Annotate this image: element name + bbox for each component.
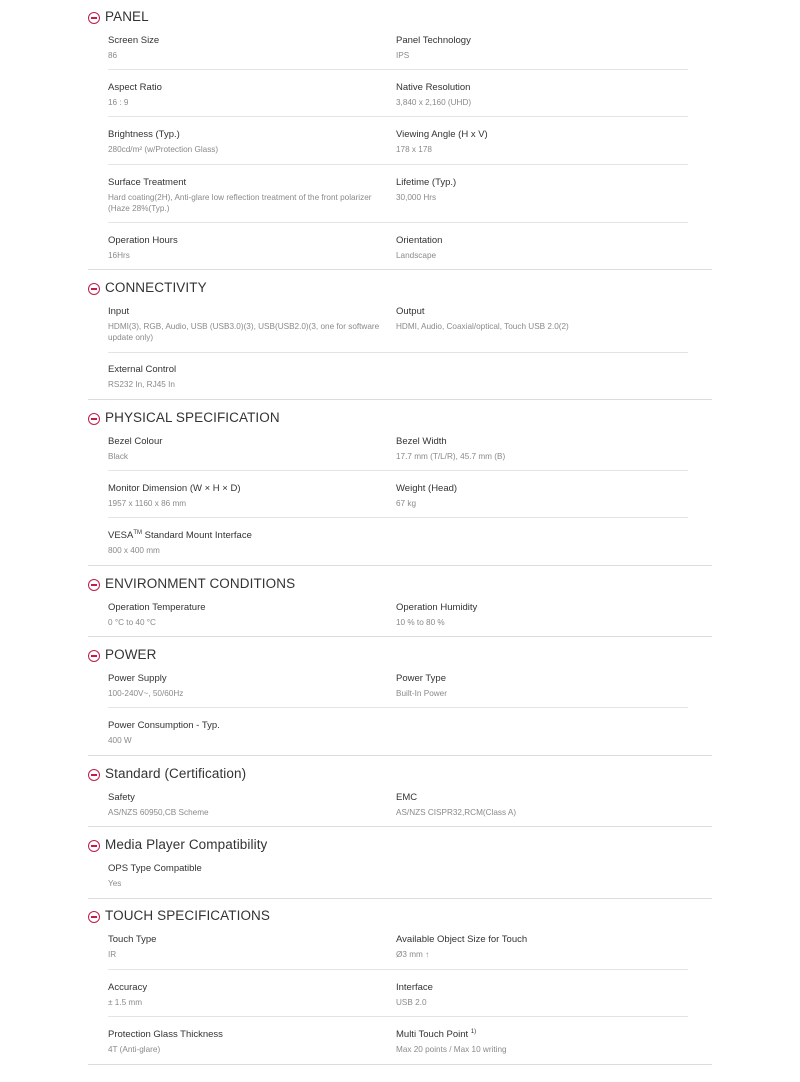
row-divider [108,517,688,518]
spec-label [108,529,383,542]
spec-label: Brightness (Typ.) [108,129,180,140]
section-title: Media Player Compatibility [105,837,268,852]
spec-value: 10 % to 80 % [396,618,445,627]
spec-value: 30,000 Hrs [396,193,437,202]
spec-item [396,933,671,960]
spec-label: External Control [108,364,177,375]
spec-value: IPS [396,51,410,60]
spec-label: Safety [108,792,135,803]
spec-label: Bezel Colour [108,436,163,447]
spec-item [108,34,383,61]
spec-label: Output [396,306,425,317]
spec-value: HDMI, Audio, Coaxial/optical, Touch USB 2.0(2) [396,322,569,331]
spec-value: ± 1.5 mm [108,998,143,1007]
spec-label: Power Supply [108,673,167,684]
section-header-power[interactable] [88,646,712,668]
spec-item [108,435,383,462]
row-divider [108,1016,688,1017]
section-divider [88,399,712,400]
section-title: POWER [105,647,157,662]
row-divider [108,470,688,471]
spec-value: Built-In Power [396,689,447,698]
spec-item [396,482,671,509]
spec-item [108,363,383,390]
spec-item [396,601,671,628]
spec-value: 86 [108,51,118,60]
section-title: CONNECTIVITY [105,280,207,295]
spec-label: Viewing Angle (H x V) [396,129,488,140]
spec-item [108,529,383,556]
spec-label: Protection Glass Thickness [108,1029,223,1040]
collapse-minus-icon[interactable] [88,12,100,24]
spec-item [108,128,383,155]
section-divider [88,565,712,566]
collapse-minus-icon[interactable] [88,911,100,923]
section-title: TOUCH SPECIFICATIONS [105,908,271,923]
section-divider [88,898,712,899]
spec-label: Orientation [396,235,443,246]
spec-label: EMC [396,792,418,803]
footnote-superscript: 1) [470,1028,477,1035]
row-divider [108,116,688,117]
spec-label: Lifetime (Typ.) [396,177,457,188]
spec-value: Black [108,452,129,461]
spec-value: Yes [108,879,122,888]
section-title: PANEL [105,9,149,24]
spec-label: Panel Technology [396,35,471,46]
spec-item [108,791,383,818]
spec-label: Bezel Width [396,436,447,447]
spec-label: Input [108,306,130,317]
spec-value: USB 2.0 [396,998,427,1007]
spec-label: Accuracy [108,982,148,993]
spec-item [108,482,383,509]
spec-label: Power Consumption - Typ. [108,720,220,731]
spec-item [108,981,383,1008]
trademark-superscript: TM [133,529,143,536]
spec-value: 400 W [108,736,132,745]
collapse-minus-icon[interactable] [88,283,100,295]
spec-value: 16Hrs [108,251,130,260]
section-header-connectivity[interactable] [88,279,712,301]
section-divider [88,1064,712,1065]
spec-item [396,176,671,203]
spec-item [108,601,383,628]
spec-value: 0 °C to 40 °C [108,618,156,627]
spec-item [396,791,671,818]
spec-label: Interface [396,982,433,993]
spec-item [108,862,383,889]
section-header-panel[interactable] [88,8,712,30]
spec-label: Surface Treatment [108,177,187,188]
spec-item [396,981,671,1008]
row-divider [108,352,688,353]
spec-item [108,719,383,746]
spec-item [108,672,383,699]
row-divider [108,222,688,223]
spec-item [108,81,383,108]
spec-item [108,234,383,261]
spec-value: 1957 x 1160 x 86 mm [108,499,187,508]
collapse-minus-icon[interactable] [88,650,100,662]
spec-value: IR [108,950,117,959]
spec-item [396,128,671,155]
spec-value: AS/NZS 60950,CB Scheme [108,808,209,817]
collapse-minus-icon[interactable] [88,840,100,852]
spec-value: 800 x 400 mm [108,546,160,555]
spec-label: Monitor Dimension (W × H × D) [108,483,241,494]
spec-label-text: Multi Touch Point [396,1029,469,1040]
row-divider [108,164,688,165]
spec-value: Ø3 mm ↑ [396,950,430,959]
spec-item [396,305,671,332]
spec-value: Max 20 points / Max 10 writing [396,1045,507,1054]
spec-item [396,672,671,699]
spec-item [396,234,671,261]
spec-label: Operation Temperature [108,602,206,613]
row-divider [108,707,688,708]
row-divider [108,969,688,970]
spec-label: Available Object Size for Touch [396,934,528,945]
spec-value: 67 kg [396,499,417,508]
spec-label: Touch Type [108,934,157,945]
spec-item [396,435,671,462]
spec-item [108,176,383,214]
spec-value: RS232 In, RJ45 In [108,380,175,389]
section-header-physical-specification[interactable] [88,409,712,431]
section-header-standard-certification[interactable] [88,765,712,787]
spec-value: 16 : 9 [108,98,129,107]
collapse-minus-icon[interactable] [88,413,100,425]
spec-label: Native Resolution [396,82,471,93]
spec-label: Weight (Head) [396,483,458,494]
spec-value: Landscape [396,251,437,260]
spec-label-text: Standard Mount Interface [142,530,252,541]
section-divider [88,636,712,637]
spec-label: Operation Humidity [396,602,478,613]
spec-value: 100-240V~, 50/60Hz [108,689,184,698]
spec-item [108,1028,383,1055]
spec-label: OPS Type Compatible [108,863,202,874]
spec-value: 4T (Anti-glare) [108,1045,161,1054]
section-title: Standard (Certification) [105,766,247,781]
spec-item [396,34,671,61]
collapse-minus-icon[interactable] [88,579,100,591]
spec-label: Operation Hours [108,235,178,246]
section-divider [88,826,712,827]
spec-value: 178 x 178 [396,145,432,154]
section-header-media-player-compatibility[interactable] [88,836,712,858]
spec-value: 280cd/m² (w/Protection Glass) [108,145,219,154]
section-header-environment-conditions[interactable] [88,575,712,597]
spec-label [396,1028,671,1041]
spec-label-text: VESA [108,530,134,541]
section-divider [88,755,712,756]
spec-value: HDMI(3), RGB, Audio, USB (USB3.0)(3), USB(USB2.0)(3, one for software update only) [108,322,380,342]
spec-label: Aspect Ratio [108,82,162,93]
section-title: PHYSICAL SPECIFICATION [105,410,280,425]
section-divider [88,269,712,270]
spec-value: 17.7 mm (T/L/R), 45.7 mm (B) [396,452,506,461]
collapse-minus-icon[interactable] [88,769,100,781]
row-divider [108,69,688,70]
spec-item [396,1028,671,1055]
spec-label: Power Type [396,673,446,684]
spec-label: Screen Size [108,35,160,46]
section-header-touch-specifications[interactable] [88,907,712,929]
section-title: ENVIRONMENT CONDITIONS [105,576,296,591]
spec-item [108,933,383,960]
spec-item [396,81,671,108]
spec-value: Hard coating(2H), Anti-glare low reflection treatment of the front polarizer (Haze 28%(Typ.) [108,193,372,213]
spec-value: 3,840 x 2,160 (UHD) [396,98,472,107]
spec-value: AS/NZS CISPR32,RCM(Class A) [396,808,517,817]
spec-item [108,305,383,343]
